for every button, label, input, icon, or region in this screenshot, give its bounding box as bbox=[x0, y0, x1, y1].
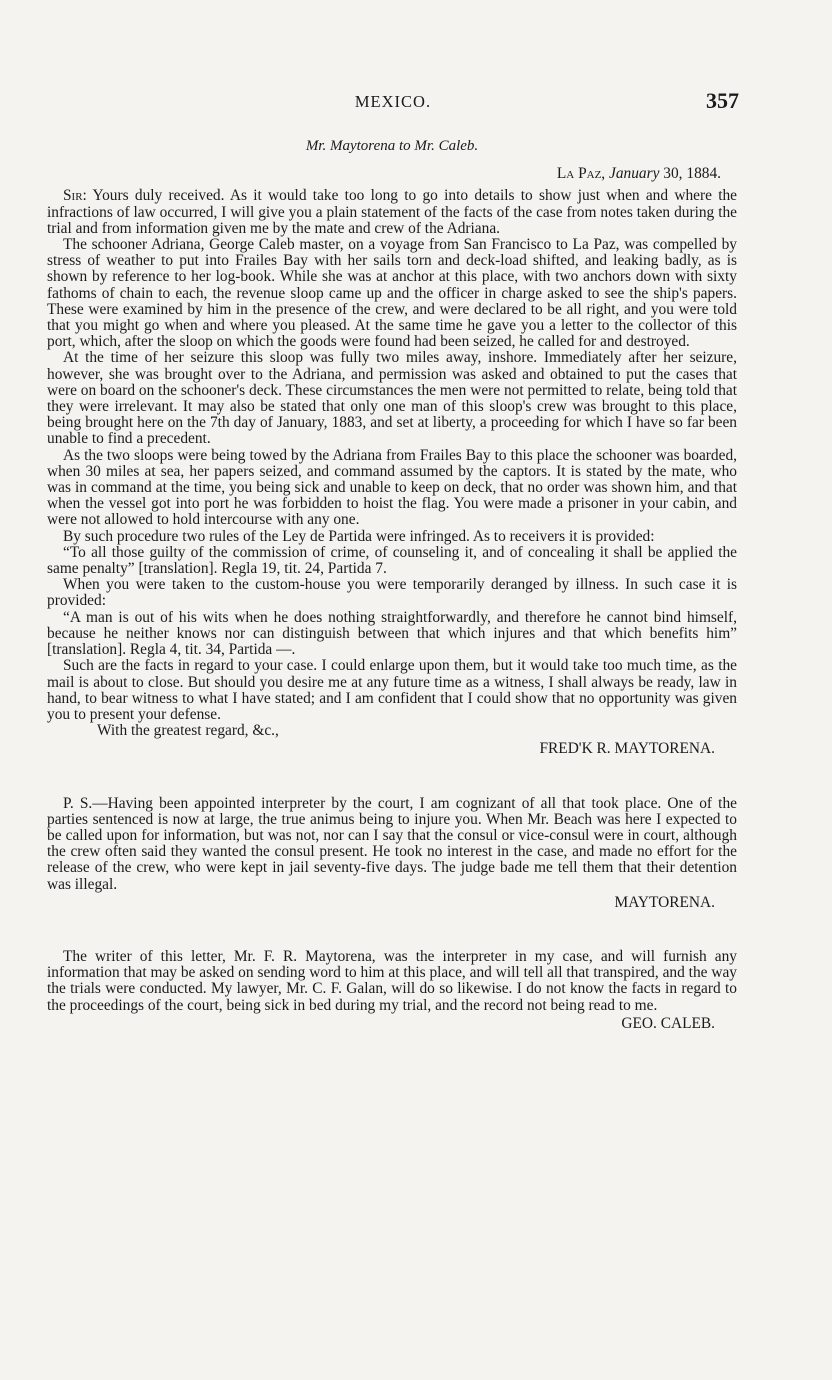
dateline-day-year: 30, 1884. bbox=[659, 165, 721, 183]
signature-maytorena: FRED'K R. MAYTORENA. bbox=[539, 740, 715, 758]
letter-title: Mr. Maytorena to Mr. Caleb. bbox=[305, 138, 479, 154]
signature-postscript: MAYTORENA. bbox=[614, 893, 715, 911]
letter-paragraph bbox=[47, 188, 737, 237]
letter-paragraph: By such procedure two rules of the Ley de Partida were infringed. As to receivers it is provided: bbox=[63, 527, 655, 545]
page-number: 357 bbox=[706, 88, 739, 113]
letter-paragraph: As the two sloops were being towed by the Adriana from Frailes Bay to this place the schooner was boarded, when 30 miles at sea, her papers seized, and command assumed by the captors. It is stated by the mate, who was in command at the time, you being sick and unable to keep on deck, that no order was shown him, and that when the vessel got into port he was forbidden to hoist the flag. You were made a prisoner in your cabin, and were not allowed to hold intercourse with any one. bbox=[47, 446, 737, 529]
caleb-note: The writer of this letter, Mr. F. R. Maytorena, was the interpreter in my case, and will furnish any information that may be asked on sending word to him at this place, and will tell all that transpired, and the way the trials were conducted. My lawyer, Mr. C. F. Galan, will do so likewise. I do not know the facts in regard to the proceedings of the court, being sick in bed during my trial, and the record not being read to me. bbox=[47, 947, 737, 1014]
page-body bbox=[47, 138, 737, 1032]
salutation: Sir: bbox=[63, 187, 87, 205]
letter-paragraph: Such are the facts in regard to your case. I could enlarge upon them, but it would take too much time, as the mail is about to close. But should you desire me at any future time as a witness, I shall always be ready, law in hand, to bear witness to what I have stated; and I am confident that I could show that no opportunity was given you to present your defense. bbox=[47, 657, 737, 723]
dateline-month: January bbox=[609, 165, 660, 183]
running-header bbox=[47, 88, 739, 118]
quotation: “To all those guilty of the commission of crime, of counseling it, and of concealing it shall be applied the same penalty” [translation]. Regla 19, tit. 24, Partida 7. bbox=[47, 543, 737, 578]
dateline-place: La Paz, bbox=[556, 165, 606, 183]
dateline bbox=[47, 166, 737, 182]
closing: With the greatest regard, &c., bbox=[97, 722, 279, 740]
signature-caleb: GEO. CALEB. bbox=[621, 1014, 715, 1032]
postscript: P. S.—Having been appointed interpreter by the court, I am cognizant of all that took place. One of the parties sentenced is now at large, the true animus being to injure you. When Mr. Beach was here I expected to be called upon for information, but was not, nor can I say that the consul or vice-consul were in court, although the crew often said they wanted the consul present. He took no interest in the case, and made no effort for the release of the crew, who were kept in jail seventy-five days. The judge bade me tell them that their detention was illegal. bbox=[47, 794, 737, 893]
quotation: “A man is out of his wits when he does nothing straightforwardly, and therefore he cannot bind himself, because he neither knows nor can distinguish between that which injures and that which benefits him” [translation]. Regla 4, tit. 34, Partida —. bbox=[47, 608, 737, 659]
letter-paragraph: The schooner Adriana, George Caleb master, on a voyage from San Francisco to La Paz, was compelled by stress of weather to put into Frailes Bay with her sails torn and deck-load shifted, and leaking badly, as is shown by reference to her log-book. While she was at anchor at this place, with two anchors down with sixty fathoms of chain to each, the revenue sloop came up and the officer in charge asked to see the ship's papers. These were examined by him in the presence of the crew, and were declared to be all right, and you were told that you might go when and where you pleased. At the same time he gave you a letter to the collector of this port, which, after the sloop on which the goods were found had been seized, he called for and destroyed. bbox=[47, 236, 737, 351]
letter-paragraph: When you were taken to the custom-house you were temporarily deranged by illness. In such case it is provided: bbox=[47, 576, 737, 610]
letter-paragraph: At the time of her seizure this sloop was fully two miles away, inshore. Immediately after her seizure, however, she was brought over to the Adriana, and permission was asked and obtained to put the cases that were on board on the schooner's deck. These circumstances the men were not permitted to relate, being told that they were irrelevant. It may also be stated that only one man of this sloop's crew was brought to this place, being brought here on the 7th day of January, 1883, and set at liberty, a proceeding for which I have so far been unable to find a precedent. bbox=[47, 349, 737, 448]
running-title: MEXICO. bbox=[354, 92, 432, 111]
paragraph-text: Yours duly received. As it would take too long to go into details to show just when and where the infractions of law occurred, I will give you a plain statement of the facts of the case from notes taken during the trial and from information given me by the mate and crew of the Adriana. bbox=[47, 187, 737, 237]
